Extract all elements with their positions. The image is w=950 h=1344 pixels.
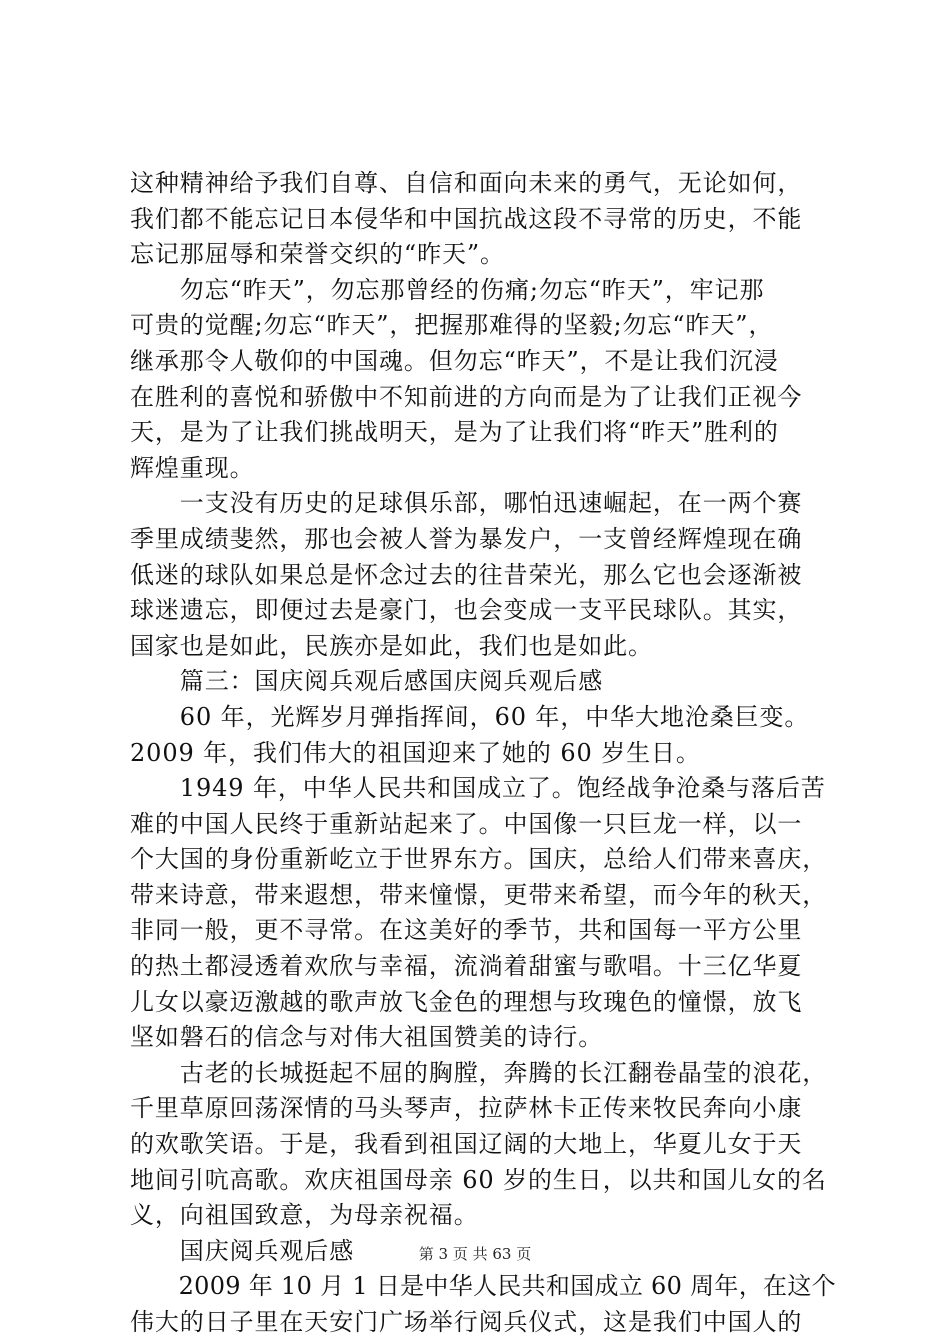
text-line: 可贵的觉醒;勿忘“昨天”，把握那难得的坚毅;勿忘“昨天”，	[130, 311, 774, 340]
text-line: 1949 年，中华人民共和国成立了。饱经战争沧桑与落后苦	[130, 774, 826, 803]
text-line: 的热土都浸透着欢欣与幸福，流淌着甜蜜与歌唱。十三亿华夏	[130, 952, 803, 981]
text-line: 非同一般，更不寻常。在这美好的季节，共和国每一平方公里	[130, 916, 803, 945]
text-line: 季里成绩斐然，那也会被人誉为暴发户，一支曾经辉煌现在确	[130, 524, 803, 553]
text-line: 国家也是如此，民族亦是如此，我们也是如此。	[130, 631, 653, 660]
page-footer: 第 3 页 共 63 页	[418, 1245, 532, 1263]
text-line: 地间引吭高歌。欢庆祖国母亲 60 岁的生日，以共和国儿女的名	[130, 1165, 827, 1194]
text-line: 60 年，光辉岁月弹指挥间，60 年，中华大地沧桑巨变。	[130, 702, 810, 731]
text-line: 勿忘“昨天”，勿忘那曾经的伤痛;勿忘“昨天”，牢记那	[130, 275, 765, 304]
body-text	[130, 166, 842, 1341]
text-line: 带来诗意，带来遐想，带来憧憬，更带来希望，而今年的秋天，	[130, 880, 828, 909]
text-line: 国庆阅兵观后感	[130, 1236, 355, 1265]
text-line: 伟大的日子里在天安门广场举行阅兵仪式，这是我们中国人的	[130, 1308, 803, 1336]
text-line: 一支没有历史的足球俱乐部，哪怕迅速崛起，在一两个赛	[130, 489, 803, 518]
text-line: 2009 年，我们伟大的祖国迎来了她的 60 岁生日。	[130, 738, 701, 767]
text-line: 我们都不能忘记日本侵华和中国抗战这段不寻常的历史，不能	[130, 204, 803, 233]
text-line: 古老的长城挺起不屈的胸膛，奔腾的长江翻卷晶莹的浪花，	[130, 1058, 828, 1087]
text-line: 这种精神给予我们自尊、自信和面向未来的勇气，无论如何，	[130, 169, 803, 197]
text-line: 低迷的球队如果总是怀念过去的往昔荣光，那么它也会逐渐被	[130, 560, 803, 589]
text-line: 辉煌重现。	[130, 453, 255, 482]
text-line: 在胜利的喜悦和骄傲中不知前进的方向而是为了让我们正视今	[130, 382, 803, 411]
text-line: 2009 年 10 月 1 日是中华人民共和国成立 60 周年，在这个	[130, 1272, 836, 1301]
text-line: 篇三：国庆阅兵观后感国庆阅兵观后感	[130, 667, 604, 696]
text-line: 儿女以豪迈激越的歌声放飞金色的理想与玫瑰色的憧憬，放飞	[130, 987, 803, 1016]
text-line: 个大国的身份重新屹立于世界东方。国庆，总给人们带来喜庆，	[130, 845, 828, 874]
text-line: 球迷遗忘，即便过去是豪门，也会变成一支平民球队。其实，	[130, 596, 803, 625]
text-line: 千里草原回荡深情的马头琴声，拉萨林卡正传来牧民奔向小康	[130, 1094, 803, 1123]
text-line: 坚如磐石的信念与对伟大祖国赞美的诗行。	[130, 1023, 604, 1052]
text-line: 继承那令人敬仰的中国魂。但勿忘“昨天”，不是让我们沉浸	[130, 346, 779, 375]
text-line: 义，向祖国致意，为母亲祝福。	[130, 1201, 479, 1230]
text-line: 忘记那屈辱和荣誉交织的“昨天”。	[130, 240, 505, 269]
text-line: 难的中国人民终于重新站起来了。中国像一只巨龙一样，以一	[130, 809, 803, 838]
text-line: 天，是为了让我们挑战明天，是为了让我们将“昨天”胜利的	[130, 418, 779, 447]
text-line: 的欢歌笑语。于是，我看到祖国辽阔的大地上，华夏儿女于天	[130, 1130, 803, 1159]
